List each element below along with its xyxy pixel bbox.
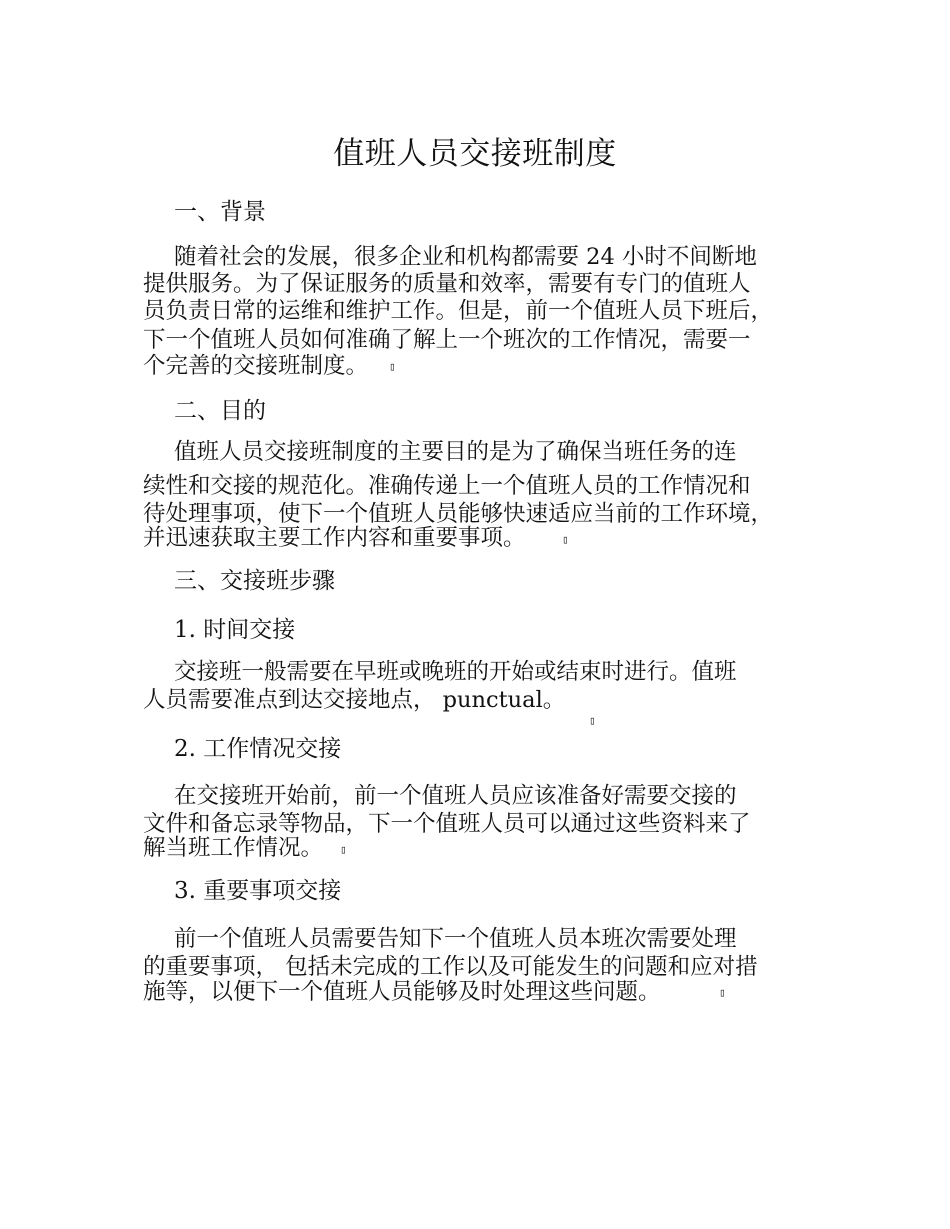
- paragraph-mark-icon: ▯: [589, 714, 596, 727]
- paragraph-line: 员负责日常的运维和维护工作。但是，前一个值班人员下班后，: [143, 298, 774, 324]
- paragraph-line: 交接班一般需要在早班或晚班的开始或结束时进行。值班: [174, 659, 737, 685]
- paragraph-mark-icon: ▯: [340, 843, 347, 856]
- subsection-heading-important: 3. 重要事项交接: [174, 878, 342, 904]
- paragraph-line: 值班人员交接班制度的主要目的是为了确保当班任务的连: [174, 439, 737, 465]
- paragraph-line: 随着社会的发展，很多企业和机构都需要 24 小时不间断地: [174, 244, 757, 270]
- section-heading-steps: 三、交接班步骤: [174, 568, 335, 594]
- paragraph-line: 个完善的交接班制度。: [143, 353, 369, 379]
- paragraph-line: 的重要事项， 包括未完成的工作以及可能发生的问题和应对措: [143, 954, 758, 980]
- paragraph-line: 解当班工作情况。: [143, 835, 324, 861]
- paragraph-line: 施等，以便下一个值班人员能够及时处理这些问题。: [143, 979, 661, 1005]
- subsection-heading-work: 2. 工作情况交接: [174, 736, 342, 762]
- paragraph-line: 前一个值班人员需要告知下一个值班人员本班次需要处理: [174, 926, 737, 952]
- section-heading-background: 一、背景: [174, 199, 266, 225]
- paragraph-mark-icon: ▯: [562, 533, 569, 546]
- paragraph-line: 文件和备忘录等物品，下一个值班人员可以通过这些资料来了: [143, 811, 751, 837]
- subsection-heading-time: 1. 时间交接: [174, 617, 296, 643]
- paragraph-line: 续性和交接的规范化。准确传递上一个值班人员的工作情况和: [143, 473, 751, 499]
- section-heading-purpose: 二、目的: [174, 398, 266, 424]
- paragraph-line: 人员需要准点到达交接地点， punctual。: [143, 687, 566, 713]
- paragraph-line: 待处理事项，使下一个值班人员能够快速适应当前的工作环境，: [143, 501, 774, 527]
- paragraph-line: 提供服务。为了保证服务的质量和效率，需要有专门的值班人: [143, 271, 751, 297]
- paragraph-mark-icon: ▯: [719, 986, 726, 999]
- document-title: 值班人员交接班制度: [333, 136, 617, 172]
- paragraph-mark-icon: ▯: [389, 360, 396, 373]
- paragraph-line: 在交接班开始前，前一个值班人员应该准备好需要交接的: [174, 783, 737, 809]
- paragraph-line: 并迅速获取主要工作内容和重要事项。: [143, 525, 526, 551]
- paragraph-line: 下一个值班人员如何准确了解上一个班次的工作情况，需要一: [143, 327, 751, 353]
